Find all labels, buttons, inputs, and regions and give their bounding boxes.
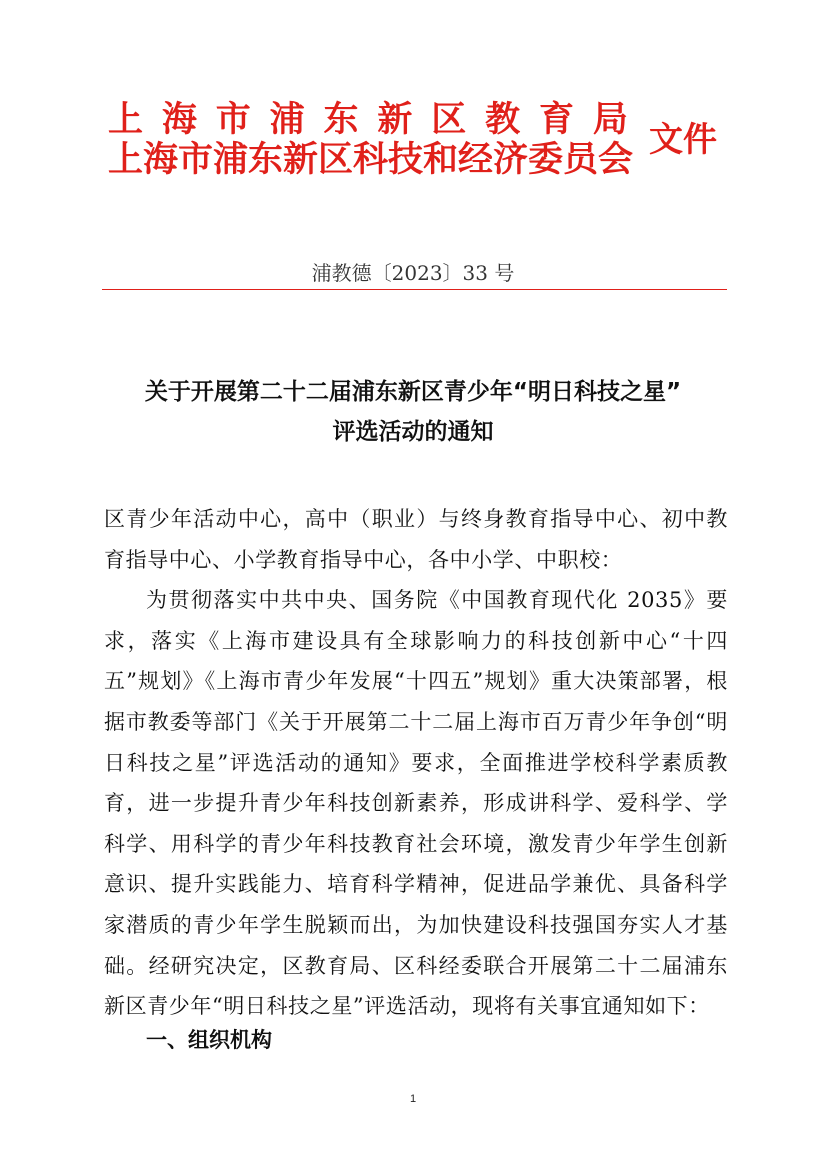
issuer-char: 市 — [215, 100, 251, 140]
red-divider-line — [102, 289, 727, 290]
issuer-char: 区 — [431, 100, 467, 140]
issuer-char: 浦 — [269, 100, 305, 140]
issuer-line-sci-tech-committee: 上海市浦东新区科技和经济委员会 — [108, 140, 634, 180]
issuer-char: 局 — [592, 100, 628, 140]
issuer-char: 海 — [161, 100, 197, 140]
issuer-char: 新 — [377, 100, 413, 140]
title-line-2: 评选活动的通知 — [332, 419, 494, 445]
issuer-char: 上 — [108, 100, 144, 140]
issuer-char: 育 — [539, 100, 575, 140]
title-line-1: 关于开展第二十二届浦东新区青少年“明日科技之星” — [144, 379, 682, 405]
issuer-char: 东 — [323, 100, 359, 140]
body-paragraph: 为贯彻落实中共中央、国务院《中国教育现代化 2035》要求，落实《上海市建设具有全球影响力的科技创新中心“十四五”规划》《上海市青少年发展“十四五”规划》重大决策部署，根据市教委等部门《关于开展第二十二届上海市百万青少年争创“明日科技之星”评选活动的通知》要求，全面推进学校科学素质教育，进一步提升青少年科技创新素养，形成讲科学、爱科学、学科学、用科学的青少年科技教育社会环境，激发青少年学生创新意识、提升实践能力、培育科学精神，促进品学兼优、具备科学家潜质的青少年学生脱颖而出，为加快建设科技强国夯实人才基础。经研究决定，区教育局、区科经委联合开展第二十二届浦东新区青少年“明日科技之星”评选活动，现将有关事宜通知如下： — [104, 588, 728, 1019]
addressee: 区青少年活动中心，高中（职业）与终身教育指导中心、初中教育指导中心、小学教育指导中心，各中小学、中职校： — [104, 507, 728, 572]
section-heading: 一、组织机构 — [146, 1028, 272, 1052]
document-title — [90, 372, 736, 452]
issuer-line-education-bureau — [108, 100, 628, 140]
document-number: 浦教德〔2023〕33 号 — [311, 261, 515, 285]
document-body — [104, 499, 728, 1027]
issuer-char: 教 — [485, 100, 521, 140]
document-suffix: 文件 — [649, 120, 717, 160]
page-number: 1 — [409, 1093, 417, 1105]
